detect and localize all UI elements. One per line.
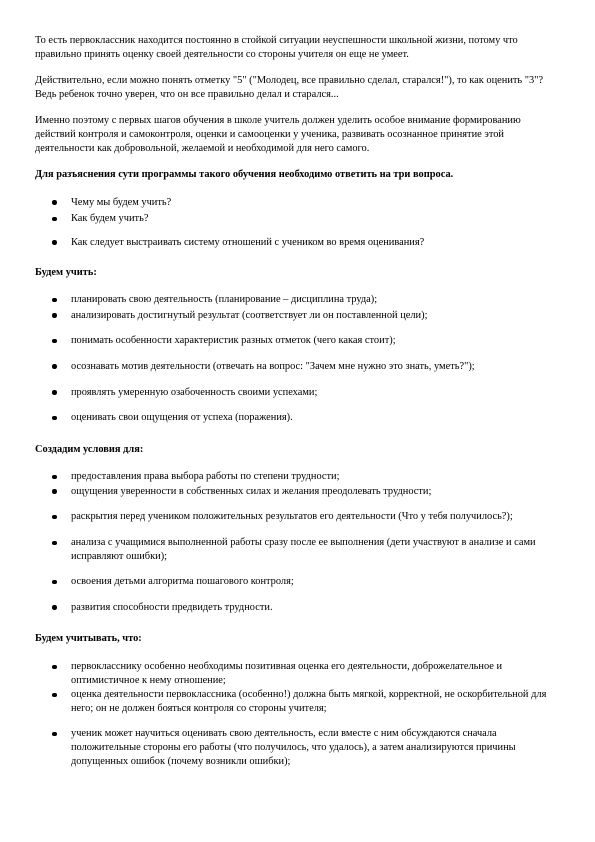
bullet-icon [52, 489, 57, 494]
list-item-text: анализировать достигнутый результат (соответствует ли он поставленной цели); [71, 309, 428, 321]
conditions-list [35, 470, 560, 614]
bullet-icon [52, 240, 57, 245]
list-item [35, 360, 560, 374]
list-item-text: первокласснику особенно необходимы позитивная оценка его деятельности, доброжелательное и оптимистичное к нему отношение; [71, 661, 503, 686]
list-item-text: освоения детьми алгоритма пошагового контроля; [71, 576, 294, 588]
bullet-icon [52, 200, 57, 205]
list-item-text: планировать свою деятельность (планирование – дисциплина труда); [71, 294, 378, 306]
bullet-icon [52, 605, 57, 610]
heading-conditions: Создадим условия для: [35, 443, 144, 455]
list-item [35, 196, 560, 210]
bullet-icon [52, 475, 57, 480]
list-item-text: Как следует выстраивать систему отношений с учеником во время оценивания? [71, 236, 425, 248]
list-item [35, 309, 560, 323]
list-item [35, 485, 560, 499]
bullet-icon [52, 732, 57, 737]
bullet-icon [52, 665, 57, 670]
list-item-text: предоставления права выбора работы по степени трудности; [71, 471, 340, 483]
list-item [35, 510, 560, 524]
bullet-icon [52, 313, 57, 318]
bullet-icon [52, 541, 57, 546]
paragraph-grades: Действительно, если можно понять отметку "5" ("Молодец, все правильно сделал, старался!"), то как оценить "3"? Ведь ребенок точно уверен, что он все правильно делал и старался... [35, 75, 544, 100]
list-item [35, 575, 560, 589]
list-item-text: понимать особенности характеристик разных отметок (чего какая стоит); [71, 335, 396, 347]
list-item-text: раскрытия перед учеником положительных результатов его деятельности (Что у тебя получилось?); [71, 511, 513, 523]
list-item [35, 236, 560, 250]
bullet-icon [52, 390, 57, 395]
list-item-text: ощущения уверенности в собственных силах и желания преодолевать трудности; [71, 485, 432, 497]
list-item [35, 660, 560, 687]
paragraph-intro: То есть первоклассник находится постоянно в стойкой ситуации неуспешности школьной жизни, потому что правильно принять оценку своей деятельности со стороны учителя он еще не умеет. [35, 35, 518, 60]
list-item [35, 411, 560, 425]
heading-teach: Будем учить: [35, 266, 97, 278]
bullet-icon [52, 298, 57, 303]
list-item [35, 293, 560, 307]
bullet-icon [52, 339, 57, 344]
list-item [35, 386, 560, 400]
consider-list [35, 660, 560, 768]
document-page [35, 34, 560, 780]
heading-questions: Для разъяснения сути программы такого обучения необходимо ответить на три вопроса. [35, 169, 454, 181]
list-item [35, 470, 560, 484]
list-item [35, 688, 560, 715]
bullet-icon [52, 217, 57, 222]
list-item-text: ученик может научиться оценивать свою деятельность, если вместе с ним обсуждаются сначала положительные стороны его работы (что получилось, что удалось), а затем анализируются причины допущенных ошибок (почему возникли ошибки); [71, 728, 516, 767]
bullet-icon [52, 693, 57, 698]
list-item-text: проявлять умеренную озабоченность своими успехами; [71, 386, 318, 398]
bullet-icon [52, 515, 57, 520]
list-item-text: оценка деятельности первоклассника (особенно!) должна быть мягкой, корректной, не оскорбительной для него; он не должен бояться контроля со стороны учителя; [71, 689, 547, 714]
list-item [35, 212, 560, 226]
paragraph-control: Именно поэтому с первых шагов обучения в школе учитель должен уделить особое внимание формированию действий контроля и самоконтроля, оценки и самооценки у ученика, развивать осознанное принятие этой деятельности как добровольной, желаемой и необходимой для него самого. [35, 115, 521, 154]
list-item [35, 536, 560, 563]
bullet-icon [52, 416, 57, 421]
list-item-text: Как будем учить? [71, 213, 149, 225]
list-item-text: развития способности предвидеть трудности. [71, 601, 273, 613]
bullet-icon [52, 580, 57, 585]
list-item [35, 334, 560, 348]
questions-list [35, 196, 560, 250]
list-item [35, 601, 560, 615]
heading-consider: Будем учитывать, что: [35, 633, 142, 645]
bullet-icon [52, 364, 57, 369]
list-item-text: оценивать свои ощущения от успеха (поражения). [71, 412, 293, 424]
list-item-text: осознавать мотив деятельности (отвечать на вопрос: "Зачем мне нужно это знать, уметь?"); [71, 360, 475, 372]
list-item [35, 727, 560, 768]
list-item-text: Чему мы будем учить? [71, 196, 172, 208]
teach-list [35, 293, 560, 425]
list-item-text: анализа с учащимися выполненной работы сразу после ее выполнения (дети участвуют в анализе и сами исправляют ошибки); [71, 537, 536, 562]
